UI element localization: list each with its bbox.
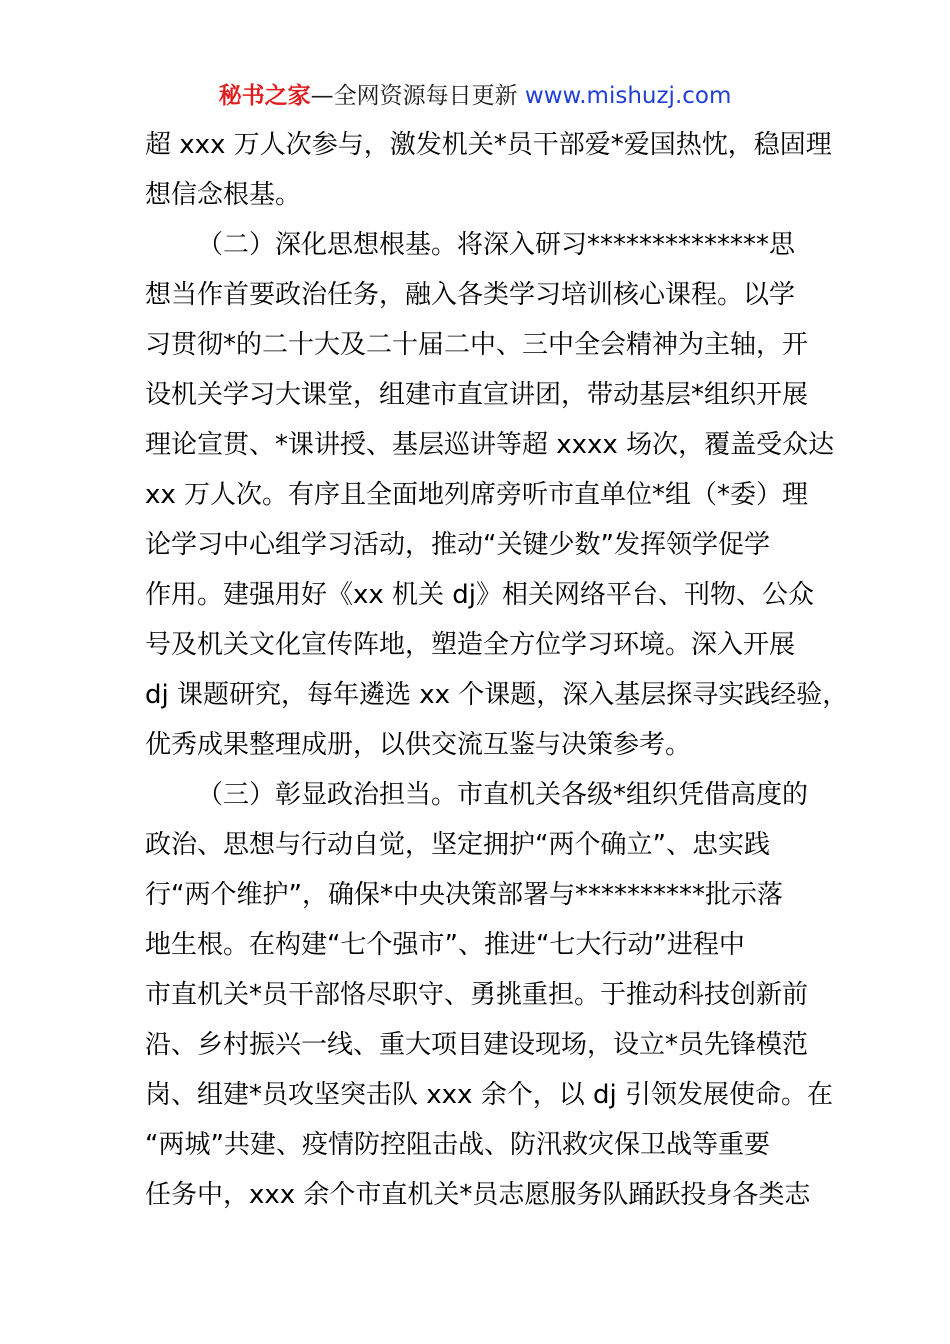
text-line: 行“两个维护”，确保*中央决策部署与**********批示落 <box>145 880 783 910</box>
text-line: 地生根。在构建“七个强市”、推进“七大行动”进程中 <box>145 930 745 960</box>
text-line: 岗、组建*员攻坚突击队 xxx 余个，以 dj 引领发展使命。在 <box>145 1080 833 1110</box>
text-line: 理论宣贯、*课讲授、基层巡讲等超 xxxx 场次，覆盖受众达 <box>145 430 835 460</box>
text-line: 任务中，xxx 余个市直机关*员志愿服务队踊跃投身各类志 <box>145 1180 811 1210</box>
section-heading-line: （二）深化思想根基。将深入研习**************思 <box>197 230 796 260</box>
text-line: 超 xxx 万人次参与，激发机关*员干部爱*爱国热忱，稳固理 <box>145 130 832 160</box>
brand-name: 秘书之家 <box>218 83 311 109</box>
text-line: 设机关学习大课堂，组建市直宣讲团，带动基层*组织开展 <box>145 380 809 410</box>
text-line: 沿、乡村振兴一线、重大项目建设现场，设立*员先锋模范 <box>145 1030 809 1060</box>
text-line: xx 万人次。有序且全面地列席旁听市直单位*组（*委）理 <box>145 480 809 510</box>
text-line: 作用。建强用好《xx 机关 dj》相关网络平台、刊物、公众 <box>145 580 815 610</box>
page-header <box>0 80 950 112</box>
text-line: 想当作首要政治任务，融入各类学习培训核心课程。以学 <box>145 280 796 310</box>
text-line: 习贯彻*的二十大及二十届二中、三中全会精神为主轴，开 <box>145 330 809 360</box>
text-line: 市直机关*员干部恪尽职守、勇挑重担。于推动科技创新前 <box>145 980 809 1010</box>
website-link[interactable]: www.mishuzj.com <box>524 83 732 109</box>
header-slogan: —全网资源每日更新 <box>310 83 525 109</box>
text-line: dj 课题研究，每年遴选 xx 个课题，深入基层探寻实践经验， <box>145 680 849 710</box>
text-line: 号及机关文化宣传阵地，塑造全方位学习环境。深入开展 <box>145 630 796 660</box>
text-line: 论学习中心组学习活动，推动“关键少数”发挥领学促学 <box>145 530 770 560</box>
text-line: 优秀成果整理成册，以供交流互鉴与决策参考。 <box>145 730 692 760</box>
text-line: 想信念根基。 <box>145 180 302 210</box>
text-line: “两城”共建、疫情防控阻击战、防汛救灾保卫战等重要 <box>145 1130 770 1160</box>
section-heading-line: （三）彰显政治担当。市直机关各级*组织凭借高度的 <box>197 780 809 810</box>
text-line: 政治、思想与行动自觉，坚定拥护“两个确立”、忠实践 <box>145 830 770 860</box>
document-body <box>145 120 849 1220</box>
